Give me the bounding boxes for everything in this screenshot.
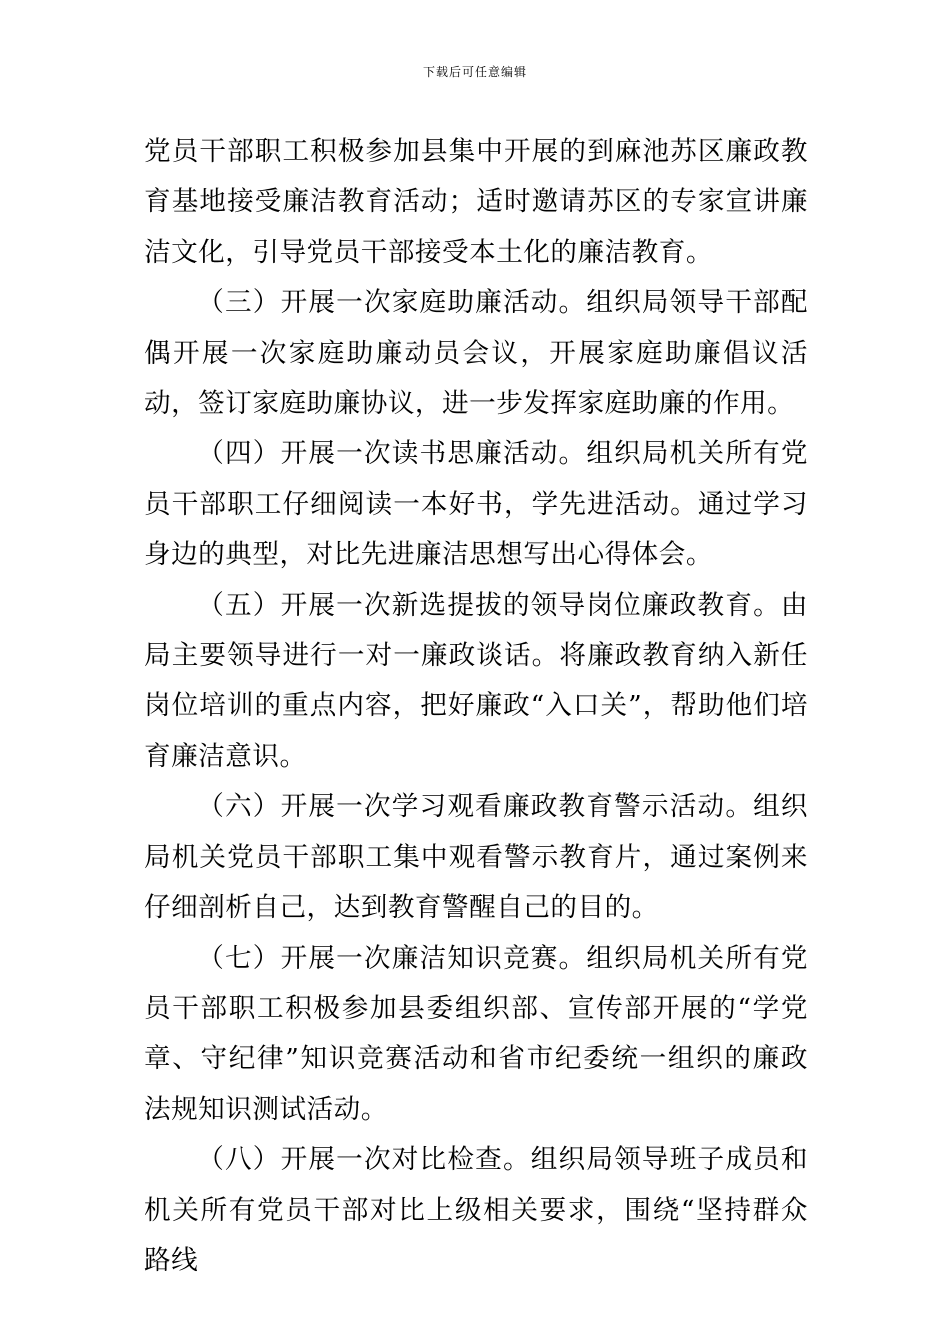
- paragraph-item-5: （五）开展一次新选提拔的领导岗位廉政教育。由局主要领导进行一对一廉政谈话。将廉政教育纳入新任岗位培训的重点内容，把好廉政“入口关”，帮助他们培育廉洁意识。: [144, 589, 808, 772]
- document-body: [144, 127, 808, 1286]
- paragraph-item-6: （六）开展一次学习观看廉政教育警示活动。组织局机关党员干部职工集中观看警示教育片，通过案例来仔细剖析自己，达到教育警醒自己的目的。: [144, 791, 808, 924]
- paragraph-item-3: （三）开展一次家庭助廉活动。组织局领导干部配偶开展一次家庭助廉动员会议，开展家庭助廉倡议活动，签订家庭助廉协议，进一步发挥家庭助廉的作用。: [144, 287, 808, 420]
- paragraph-item-4: （四）开展一次读书思廉活动。组织局机关所有党员干部职工仔细阅读一本好书，学先进活动。通过学习身边的典型，对比先进廉洁思想写出心得体会。: [144, 438, 808, 571]
- paragraph-continuation: 党员干部职工积极参加县集中开展的到麻池苏区廉政教育基地接受廉洁教育活动；适时邀请苏区的专家宣讲廉洁文化，引导党员干部接受本土化的廉洁教育。: [144, 136, 808, 268]
- paragraph-item-7: （七）开展一次廉洁知识竞赛。组织局机关所有党员干部职工积极参加县委组织部、宣传部开展的“学党章、守纪律”知识竞赛活动和省市纪委统一组织的廉政法规知识测试活动。: [144, 942, 808, 1125]
- paragraph-item-8: （八）开展一次对比检查。组织局领导班子成员和机关所有党员干部对比上级相关要求，围绕“坚持群众路线: [144, 1144, 808, 1276]
- page-header: 下载后可任意编辑: [422, 65, 527, 79]
